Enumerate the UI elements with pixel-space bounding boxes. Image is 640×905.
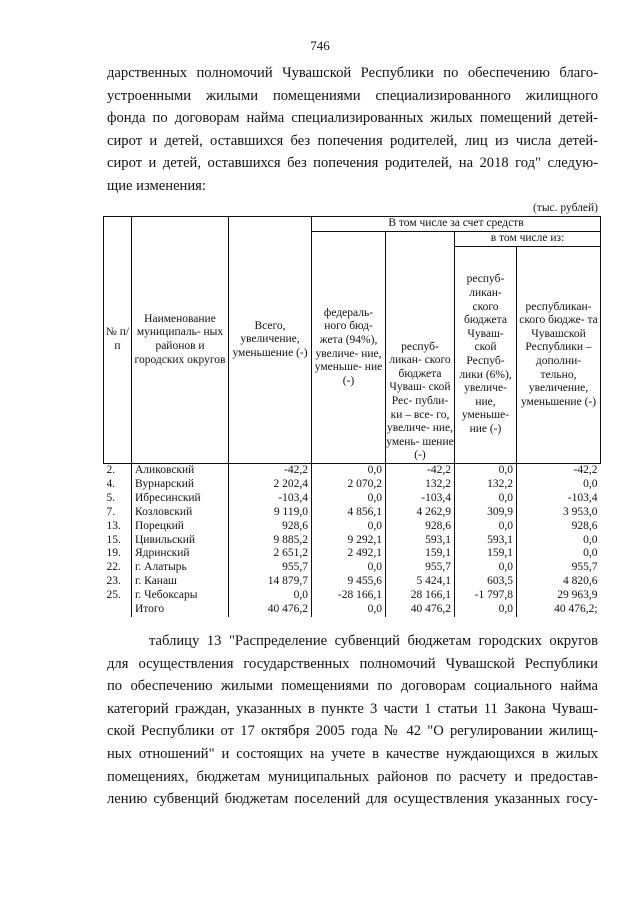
cell-republic-extra: 4 820,6 — [563, 575, 598, 588]
cell-republic-extra: 40 476,2; — [554, 603, 598, 616]
table-row — [104, 520, 601, 534]
cell-republic-6: 0,0 — [455, 492, 517, 506]
cell-total: 14 879,7 — [229, 575, 312, 589]
cell-federal: -28 166,1 — [312, 589, 386, 603]
table-total-row — [104, 603, 601, 617]
cell-republic-6: 593,1 — [455, 533, 517, 547]
table-row — [104, 533, 601, 547]
cell-name: Аликовский — [132, 464, 229, 478]
cell-republic-6: 159,1 — [455, 547, 517, 561]
text-line: категорий граждан, указанных в пункте 3 части 1 статьи 11 Закона Чуваш- — [107, 700, 598, 717]
text-line: дарственных полномочий Чувашской Республики по обеспечению благо- — [107, 65, 598, 81]
text-line: сирот и детей, оставшихся без попечения родителей, лиц из числа детей- — [107, 132, 598, 149]
cell-num: 23. — [104, 575, 132, 589]
text-line: устроенными жилыми помещениями специализированного жилищного — [107, 87, 598, 104]
text-line: для осуществления государственных полномочий Чувашской Республики — [107, 655, 598, 672]
cell-name: г. Алатырь — [132, 561, 229, 575]
cell-total: -103,4 — [229, 492, 312, 506]
table-row — [104, 478, 601, 492]
cell-total: 2 651,2 — [229, 547, 312, 561]
cell-republic-all: 4 262,9 — [386, 506, 455, 520]
text-line: фонда по договорам найма специализированных жилых помещений детей- — [107, 110, 598, 127]
table-row — [104, 561, 601, 575]
cell-republic-all: -42,2 — [386, 464, 455, 478]
cell-name: Итого — [132, 603, 229, 617]
intro-paragraph — [107, 62, 598, 198]
header-republic-6: респуб- ликан- ского бюджета Чуваш- ской Респуб- лики (6%), увеличе- ние, уменьше- ние (-) — [455, 247, 517, 464]
header-republic-extra: республикан- ского бюдже- та Чувашской Республики – дополни- тельно, увеличение, уменьшение (-) — [517, 247, 601, 464]
cell-name: Вурнарский — [132, 478, 229, 492]
cell-republic-extra: 29 963,9 — [557, 589, 598, 602]
cell-republic-all: 132,2 — [386, 478, 455, 492]
cell-name: Порецкий — [132, 520, 229, 534]
cell-num: 7. — [104, 506, 132, 520]
cell-republic-extra: 955,7 — [571, 561, 598, 574]
cell-federal: 0,0 — [312, 603, 386, 617]
text-line: ных отношений" и состоящих на учете в качестве нуждающихся в жилых — [107, 745, 598, 762]
cell-republic-6: -1 797,8 — [455, 589, 517, 603]
cell-total: 9 119,0 — [229, 506, 312, 520]
cell-federal: 0,0 — [312, 561, 386, 575]
text-line: лению субвенций бюджетам поселений для осуществления указанных госу- — [107, 791, 598, 808]
page-number: 746 — [310, 38, 330, 53]
cell-num: 2. — [104, 464, 132, 478]
cell-total: 2 202,4 — [229, 478, 312, 492]
cell-num: 15. — [104, 533, 132, 547]
cell-federal: 0,0 — [312, 492, 386, 506]
table-row — [104, 464, 601, 478]
cell-num: 13. — [104, 520, 132, 534]
header-num: № п/п — [104, 217, 132, 464]
cell-republic-6: 132,2 — [455, 478, 517, 492]
cell-name: Козловский — [132, 506, 229, 520]
cell-num: 22. — [104, 561, 132, 575]
cell-republic-all: 40 476,2 — [386, 603, 455, 617]
cell-federal: 0,0 — [312, 464, 386, 478]
table-row — [104, 492, 601, 506]
cell-name: Цивильский — [132, 533, 229, 547]
cell-republic-6: 309,9 — [455, 506, 517, 520]
cell-total: 0,0 — [229, 589, 312, 603]
cell-republic-all: -103,4 — [386, 492, 455, 506]
cell-republic-all: 159,1 — [386, 547, 455, 561]
text-line: по обеспечению жилыми помещениями по договорам социального найма — [107, 678, 598, 695]
cell-republic-extra: 0,0 — [583, 478, 598, 491]
table-row — [104, 575, 601, 589]
cell-republic-all: 928,6 — [386, 520, 455, 534]
text-line: сирот и детей, оставшихся без попечения родителей, на 2018 год" следую- — [107, 155, 598, 172]
cell-total: 9 885,2 — [229, 533, 312, 547]
cell-federal: 0,0 — [312, 520, 386, 534]
cell-republic-extra: 0,0 — [583, 533, 598, 546]
cell-name: Ибресинский — [132, 492, 229, 506]
table-row — [104, 547, 601, 561]
cell-republic-extra: 0,0 — [583, 547, 598, 560]
cell-federal: 2 070,2 — [312, 478, 386, 492]
cell-federal: 9 292,1 — [312, 533, 386, 547]
cell-federal: 2 492,1 — [312, 547, 386, 561]
cell-num: 25. — [104, 589, 132, 603]
cell-republic-6: 0,0 — [455, 464, 517, 478]
cell-federal: 4 856,1 — [312, 506, 386, 520]
cell-republic-all: 593,1 — [386, 533, 455, 547]
cell-name: г. Канаш — [132, 575, 229, 589]
units-label: (тыс. рублей) — [532, 202, 598, 214]
cell-republic-6: 0,0 — [455, 561, 517, 575]
table-row — [104, 506, 601, 520]
cell-num — [104, 603, 132, 617]
cell-republic-extra: 3 953,0 — [563, 505, 598, 518]
header-federal: федераль- ного бюд- жета (94%), увеличе- ние, уменьше- ние (-) — [312, 232, 386, 464]
text-line: ской Республики от 17 октября 2005 года № 42 "О регулировании жилищ- — [107, 723, 598, 740]
cell-num: 19. — [104, 547, 132, 561]
outro-paragraph — [107, 630, 598, 811]
cell-republic-extra: 928,6 — [571, 519, 598, 532]
header-incl-sources: В том числе за счет средств — [312, 217, 601, 232]
header-total: Всего, увеличение, уменьшение (-) — [229, 217, 312, 464]
header-republic-all: респуб- ликан- ского бюджета Чуваш- ской Рес- публи- ки – все- го, увеличе- ние, умень- шение (-) — [386, 232, 455, 464]
text-line: помещениях, бюджетам муниципальных районов по расчету и предостав- — [107, 768, 598, 785]
cell-num: 4. — [104, 478, 132, 492]
cell-republic-6: 603,5 — [455, 575, 517, 589]
cell-republic-all: 28 166,1 — [386, 589, 455, 603]
text-line: таблицу 13 "Распределение субвенций бюджетам городских округов — [149, 633, 598, 649]
cell-republic-all: 5 424,1 — [386, 575, 455, 589]
cell-republic-extra: -103,4 — [567, 491, 598, 504]
cell-republic-all: 955,7 — [386, 561, 455, 575]
cell-republic-extra: -42,2 — [573, 464, 598, 477]
cell-name: Ядринский — [132, 547, 229, 561]
header-incl-of: в том числе из: — [455, 232, 601, 247]
cell-federal: 9 455,6 — [312, 575, 386, 589]
cell-num: 5. — [104, 492, 132, 506]
header-name: Наименование муниципаль- ных районов и городских округов — [132, 217, 229, 464]
cell-total: 955,7 — [229, 561, 312, 575]
cell-republic-6: 0,0 — [455, 603, 517, 617]
cell-total: 928,6 — [229, 520, 312, 534]
cell-total: 40 476,2 — [229, 603, 312, 617]
table-row — [104, 589, 601, 603]
subvention-changes-table — [103, 216, 601, 617]
cell-republic-6: 0,0 — [455, 520, 517, 534]
cell-total: -42,2 — [229, 464, 312, 478]
cell-name: г. Чебоксары — [132, 589, 229, 603]
text-line: щие изменения: — [107, 177, 206, 194]
